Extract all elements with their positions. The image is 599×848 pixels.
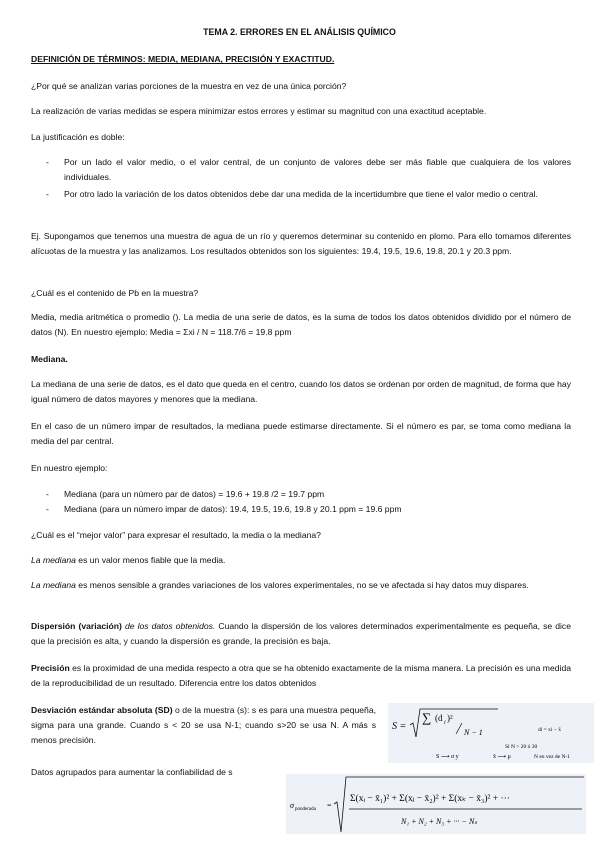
sigma-subscript: ponderada	[295, 807, 316, 812]
formula-di-square: )²	[447, 713, 453, 723]
bullet-dash: -	[46, 489, 49, 499]
mediana-paragraph-1: La mediana de una serie de datos, es el dato que queda en el centro, cuando los datos se ordenan por orden de magnitud, de forma que hay igual número de datos mayores y menores que la mediana.	[31, 379, 571, 404]
question-2: ¿Cuál es el contenido de Pb en la muestra?	[31, 288, 199, 298]
mediana-term: La mediana	[31, 555, 76, 565]
sd-text: o de la muestra (s): s es para una muestra pequeña, sigma para una grande. Cuando s < 20 se usa N-1; cuando s>20 se usa N. A más s menos precisión.	[31, 705, 376, 745]
dispersion-paragraph	[31, 619, 571, 649]
list-item	[46, 155, 571, 185]
sd-term: Desviación estándar absoluta (SD)	[31, 705, 173, 715]
sigma-symbol: σ	[290, 801, 294, 810]
question-3: ¿Cuál es el “mejor valor” para expresar el resultado, la media o la mediana?	[31, 530, 321, 540]
di-definition: di = xi − x̄	[538, 727, 562, 733]
mediana-term: La mediana	[31, 580, 76, 590]
mediana-heading: Mediana.	[31, 354, 68, 364]
dispersion-term: Dispersión (variación)	[31, 621, 122, 631]
list-item-text: Mediana (para un número impar de datos): 19.4, 19.5, 19.6, 19.8 y 20.1 ppm = 19.6 ppm	[64, 504, 402, 514]
ejemplo-label: En nuestro ejemplo:	[31, 463, 108, 473]
paragraph-1: La realización de varias medidas se espera minimizar estos errores y estimar su magnitud con una exactitud aceptable.	[31, 106, 487, 116]
list-item-text: Mediana (para un número par de datos) = 19.6 + 19.8 /2 = 19.7 ppm	[64, 489, 325, 499]
mediana-sensible	[31, 578, 571, 593]
paragraph-2: La justificación es doble:	[31, 132, 125, 142]
section-heading: DEFINICIÓN DE TÉRMINOS: MEDIA, MEDIANA, PRECISIÓN Y EXACTITUD.	[31, 54, 335, 64]
dispersion-term-italic: de los datos obtenidos.	[121, 621, 216, 631]
list-item	[46, 187, 571, 202]
precision-text: es la proximidad de una medida respecto a otra que se ha obtenido exactamente de la misma manera. La precisión es una medida de la reproducibilidad de un resultado. Diferencia entre los datos obtenidos	[31, 663, 571, 688]
s-to-sigma: S ⟶ σ y	[436, 754, 459, 760]
sd-paragraph	[31, 703, 376, 748]
pooled-sd-formula-image	[286, 774, 586, 834]
si-n-condition: Si N > 20 ó 30	[505, 744, 538, 750]
mediana-fiable-text: es un valor menos fiable que la media.	[75, 555, 226, 565]
list-item-text: Por otro lado la variación de los datos obtenidos debe dar una medida de la incertidumbre que tiene el valor medio o central.	[64, 189, 538, 199]
equals-sign: =	[327, 801, 332, 810]
document-title: TEMA 2. ERRORES EN EL ANÁLISIS QUÍMICO	[203, 27, 396, 37]
bullet-dash: -	[46, 157, 49, 167]
sum-sign: ∑	[422, 710, 432, 725]
dispersion-text: Cuando la dispersión de los valores determinados experimentalmente es pequeña, se dice que la precisión es alta, y cuando la dispersión es grande, la precisión es baja.	[31, 621, 571, 646]
list-item	[46, 487, 571, 502]
sd-formula-image	[388, 703, 594, 763]
formula-denominator: N − 1	[464, 728, 483, 737]
list-item	[46, 502, 571, 517]
precision-paragraph	[31, 661, 571, 691]
n-en-vez: N en vez de N-1	[534, 754, 571, 760]
agrupados-label: Datos agrupados para aumentar la confiabilidad de s	[31, 767, 233, 777]
sd-formula-svg	[388, 703, 594, 763]
pooled-numerator: Σ(xᵢ − x̄₁)² + Σ(xⱼ − x̄₂)² + Σ(xₖ − x̄₃)² + ···	[350, 794, 510, 804]
media-definition: Media, media aritmética o promedio (). La media de una serie de datos, es la suma de todos los datos obtenidos dividido por el número de datos (N). En nuestro ejemplo: Media = Σxi / N = 118.7/6 = 19.8 ppm	[31, 312, 571, 337]
mediana-fiable	[31, 553, 571, 568]
x-to-mu: x̄ ⟶ μ	[493, 754, 511, 760]
question-1: ¿Por qué se analizan varias porciones de la muestra en vez de una única porción?	[31, 81, 347, 91]
fraction-slash	[456, 723, 462, 734]
pooled-formula-svg	[286, 774, 586, 834]
formula-di-sub: i	[444, 720, 446, 726]
mediana-paragraph-2: En el caso de un número impar de resultados, la mediana puede estimarse directamente. Si el número es par, se toma como mediana la media del par central.	[31, 421, 571, 446]
list-item-text: Por un lado el valor medio, o el valor central, de un conjunto de valores debe ser más fiable que cualquiera de los valores individuales.	[64, 157, 571, 182]
bullet-dash: -	[46, 189, 49, 199]
pooled-denominator: N₁ + N₂ + N₃ + ··· − Nₛ	[401, 817, 478, 826]
mediana-sensible-text: es menos sensible a grandes variaciones de los valores experimentales, no se ve afectada si hay datos muy dispares.	[75, 580, 529, 590]
precision-term: Precisión	[31, 663, 70, 673]
bullet-dash: -	[46, 504, 49, 514]
formula-s-label: S =	[392, 721, 407, 732]
example-paragraph: Ej. Supongamos que tenemos una muestra de agua de un río y queremos determinar su contenido en plomo. Para ello tomamos diferentes alícuotas de la muestra y las analizamos. Los resultados obtenidos son los siguientes: 19.4, 19.5, 19.6, 19.8, 20.1 y 20.3 ppm.	[31, 231, 571, 256]
formula-di: (d	[435, 713, 443, 723]
